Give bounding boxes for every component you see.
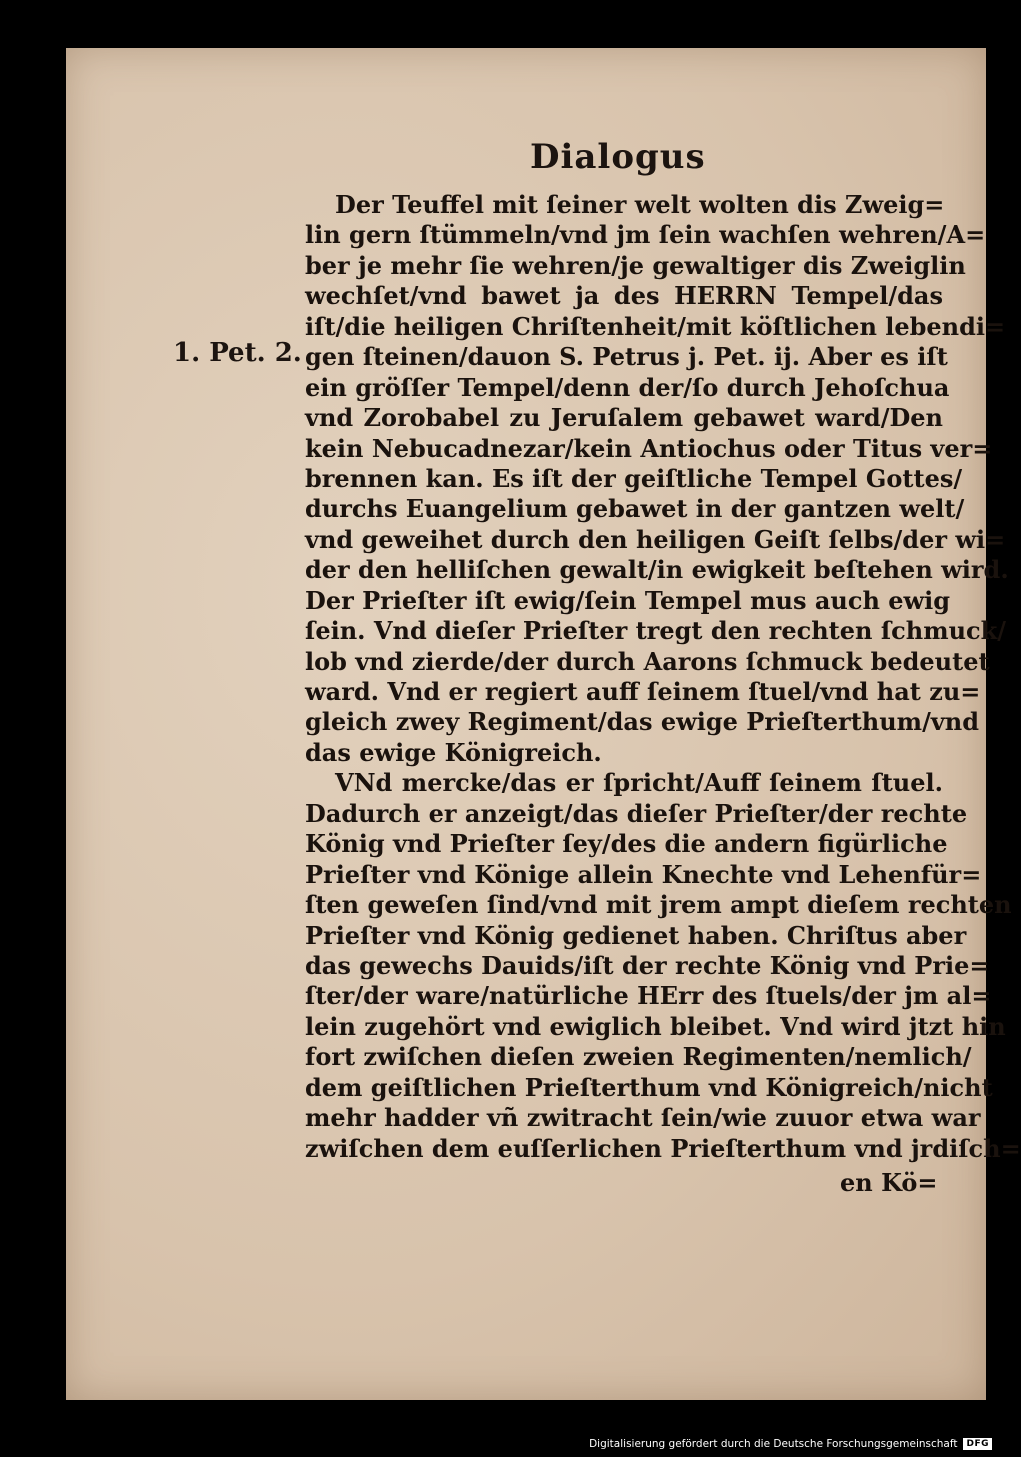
running-header: Dialogus: [530, 137, 706, 177]
text-line: lin gern ſtümmeln/vnd jm ſein wachſen wehren/A=: [305, 220, 986, 250]
text-line: VNd mercke/das er ſpricht/Auff ſeinem ſtuel.: [335, 768, 943, 798]
text-line: kein Nebucadnezar/kein Antiochus oder Titus ver=: [305, 433, 993, 463]
text-line: ſten geweſen ſind/vnd mit jrem ampt dieſem rechten: [305, 890, 1012, 920]
text-line: der den helliſchen gewalt/in ewigkeit beſtehen wird.: [305, 555, 1009, 585]
text-line: gen ſteinen/dauon S. Petrus j. Pet. ij. Aber es iſt: [305, 342, 948, 372]
text-line: Der Prieſter iſt ewig/ſein Tempel mus auch ewig: [305, 585, 951, 615]
text-line: Der Teuffel mit ſeiner welt wolten dis Zweig=: [335, 190, 945, 219]
text-line: zwiſchen dem euſſerlichen Prieſterthum vnd jrdiſch=: [305, 1133, 1021, 1163]
text-line: vnd Zorobabel zu Jeruſalem gebawet ward/Den: [305, 403, 943, 433]
text-line: ſter/der ware/natürliche HErr des ſtuels/der jm al=: [305, 981, 992, 1011]
text-line: iſt/die heiligen Chriſtenheit/mit köſtlichen lebendi=: [305, 311, 1006, 341]
text-line: wechſet/vnd bawet ja des HERRN Tempel/das: [305, 281, 943, 311]
text-line: ein gröſſer Tempel/denn der/ſo durch Jehoſchua: [305, 372, 950, 402]
catchword: en Kö=: [840, 1168, 938, 1197]
text-line: vnd geweihet durch den heiligen Geiſt ſelbs/der wi=: [305, 524, 1006, 554]
text-line: dem geiſtlichen Prieſterthum vnd Königreich/nicht: [305, 1072, 993, 1102]
text-line: Prieſter vnd König gedienet haben. Chriſtus aber: [305, 920, 967, 950]
text-line: gleich zwey Regiment/das ewige Prieſterthum/vnd: [305, 707, 980, 737]
text-line: Prieſter vnd Könige allein Knechte vnd Lehenfür=: [305, 859, 982, 889]
text-line: brennen kan. Es iſt der geiſtliche Tempel Gottes/: [305, 463, 963, 493]
text-line: fort zwiſchen dieſen zweien Regimenten/nemlich/: [305, 1042, 972, 1072]
text-line: ſein. Vnd dieſer Prieſter tregt den rechten ſchmuck/: [305, 616, 1007, 646]
text-line: lein zugehört vnd ewiglich bleibet. Vnd wird jtzt hin: [305, 1011, 1006, 1041]
text-body: [305, 190, 1021, 1164]
text-line: ward. Vnd er regiert auff ſeinem ſtuel/vnd hat zu=: [305, 677, 981, 706]
text-line: Dadurch er anzeigt/das dieſer Prieſter/der rechte: [305, 798, 968, 828]
text-line: mehr hadder vñ zwitracht ſein/wie zuuor etwa war: [305, 1103, 981, 1133]
dfg-logo: DFG: [963, 1438, 992, 1450]
text-line: ber je mehr ſie wehren/je gewaltiger dis Zweiglin: [305, 250, 966, 280]
text-line: das ewige Königreich.: [305, 737, 602, 767]
text-line: durchs Euangelium gebawet in der gantzen welt/: [305, 494, 965, 524]
text-line: lob vnd zierde/der durch Aarons ſchmuck bedeutet: [305, 646, 990, 676]
margin-note: 1. Pet. 2.: [173, 338, 302, 368]
text-line: König vnd Prieſter ſey/des die andern figürliche: [305, 829, 948, 859]
footer-text: Digitalisierung gefördert durch die Deutsche Forschungsgemeinschaft: [589, 1438, 958, 1450]
footer-credit: [589, 1438, 992, 1450]
text-line: das gewechs Dauids/iſt der rechte König vnd Prie=: [305, 950, 990, 980]
